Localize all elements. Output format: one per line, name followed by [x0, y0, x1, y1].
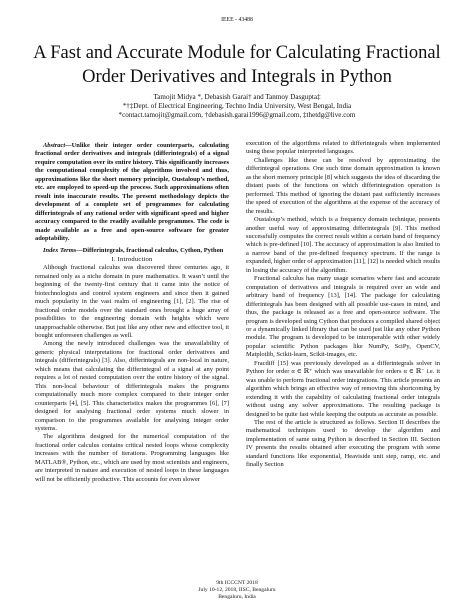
author-block — [60, 93, 414, 121]
paragraph: The algorithms designed for the numerical computation of the fractional order calculus contains critical nested loops whose complexity increases with the number of iterations. Programming languages like MATLAB®, Python, etc., which are used by most scientists and engineers, are interpreted in nature and execution of nested loops in these languages will not be efficiently productive. This accounts for even slower — [35, 433, 229, 483]
abstract-text: —Unlike their integer order counterparts, calculating fractional order derivatives and integrals (differintegrals) of a signal require computation over its entire history. This significantly increases the computational complexity of the algorithms involved and thus, approximations like the short memory principle, Oustaloup’s method, etc. are employed to speed-up the process. Such approximations often result into inaccurate results. The present methodology depicts the development of a complete set of programmes for calculating differintegrals of any rational order with significant speed and higher accuracy compared to the readily available programmes. The code is made available as a free and open-source software for greater adoptability. — [35, 142, 229, 242]
paper-title: A Fast and Accurate Module for Calculating Fractional Order Derivatives and Integrals in Python — [33, 43, 441, 87]
footer — [0, 580, 474, 601]
section-heading-introduction: I. Introduction — [111, 255, 153, 263]
paragraph: Challenges like these can be resolved by approximating the differintegral operations. One such time domain approximation is known as the short memory principle [8] which suggests the idea of discarding the distant pasts of the functions on which differintegration operation is performed. This method of ignoring the distant past sufficiently increases the speed of execution of the algorithms at the expense of the accuracy of the results. — [246, 156, 440, 215]
footer-dates: July 10-12, 2018, IISC, Bengaluru — [198, 587, 276, 593]
paragraph: Fractional calculus has many usage scenarios where fast and accurate computation of derivatives and integrals is required over an wide and arbitrary band of frequency [13], [14]. The package for calculating differintegrals has been designed with all possible use-cases in mind, and thus, the package is released as a free and open-source software. The program is developed using Cython that produces a compiled shared object or a dynamically linked library that can be used just like any other Python module. The program is developed to be interoperable with other widely popular scientific Python packages like NumPy, SciPy, OpenCV, Matplotlib, Scikit-learn, Scikit-images, etc. — [246, 275, 440, 359]
paragraph: Oustaloup’s method, which is a frequency domain technique, presents another useful way of approximating differintegrals [9]. This method successfully computes the correct result within a certain band of frequency which is pre-defined [10]. The accuracy of approximation is also limited to a narrow band of the pre-defined frequency spectrum. If the range is expanded, higher order of approximation [11], [12] is needed which results in losing the accuracy of the algorithm. — [246, 216, 440, 274]
conference-id: IEEE - 43488 — [221, 17, 253, 23]
paragraph: execution of the algorithms related to differintegrals when implemented using these popular interpreted languages. — [246, 140, 440, 156]
paragraph: The rest of the article is structured as follows. Section II describes the mathematical techniques used to develop the algorithm and implementation of same using Python is described in Section III. Section IV presents the results obtained after executing the program with some standard functions like exponential, Heaviside unit step, ramp, etc. and finally Section — [246, 418, 440, 469]
author-emails: *contact.tamojit@gmail.com, †debasish.garai1996@gmail.com, ‡thetdg@live.com — [118, 111, 356, 120]
paragraph: Although fractional calculus was discovered three centuries ago, it remained only as a niche domain in pure mathematics. It wasn’t until the beginning of the twenty-first century that it came into the notice of biotechnologists and control system engineers and since then it gained much popularity in the vast realm of engineering [1], [2]. The rise of fractional order models over the standard ones brought a huge array of possibilities to the engineering domain with heights which were unapproachable otherwise. But just like any other new and effective tool, it bought unforeseen challenges as well. — [35, 264, 229, 339]
author-affiliation: *†‡Dept. of Electrical Engineering, Techno India University, West Bengal, India — [122, 102, 352, 111]
index-terms-label: Index Terms — [43, 247, 77, 255]
index-terms-text: —Differintegrals, fractional calculus, Cython, Python — [76, 247, 224, 255]
abstract-label: Abstract — [43, 142, 66, 149]
left-column — [35, 142, 229, 484]
right-column — [246, 140, 440, 470]
footer-conference: 9th ICCCNT 2018 — [216, 580, 258, 586]
index-terms — [35, 247, 229, 255]
footer-location: Bengaluru, India — [218, 594, 256, 600]
paragraph: Among the newly introduced challenges was the unavailability of generic physical interpretations for fractional order derivatives and integrals (differintegrals) [3]. Also, differintegrals are non-local in nature, which means that calculating the differintegral of a signal at any point requires a lot of nested computation over the entire history of the signal. This non-local behaviour of differintegrals makes the programs computationally much more complex compared to their integer order counterparts [4], [5]. This characteristics makes the programmes [6], [7] designed for analysing fractional order systems much slower in comparison to the programmes available for analysing integer order systems. — [35, 340, 229, 432]
abstract — [35, 142, 229, 243]
paragraph: Fracdiff [15] was previously developed as a differintegrals solver in Python for order α ∈ ℝ⁺ which was unavailable for orders α ∈ ℝ⁻ i.e. it was unable to perform fractional order integrations. This article presents an algorithm which brings an effective way of removing this shortcoming by extending it with the capability of calculating fractional order integrals without using any solver approximations. The resulting package is designed to be quite fast while keeping the outputs as accurate as possible. — [246, 359, 440, 418]
author-names: Tamojit Midya *, Debasish Garai† and Tanmoy Dasgupta‡ — [153, 93, 321, 101]
